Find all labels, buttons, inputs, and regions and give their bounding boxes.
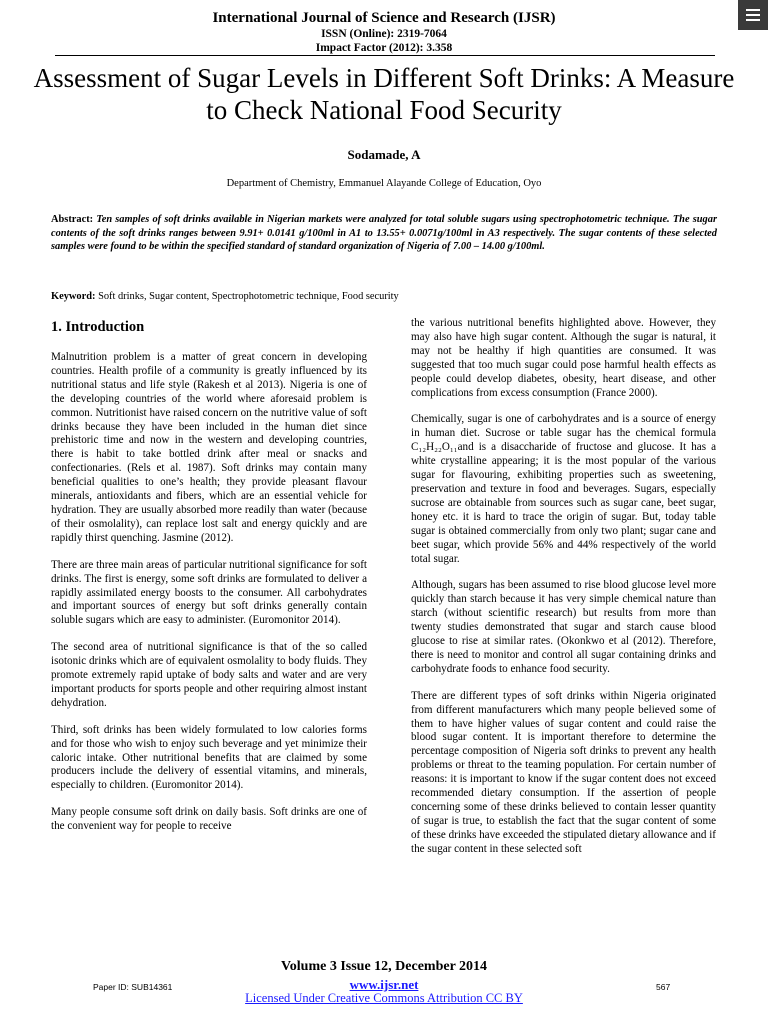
paragraph: The second area of nutritional significance is that of the so called isotonic drinks which are of equivalent osmolality to body fluids. They promote extremely rapid uptake of body salts and water and are very important products for sports people and other requiring almost instant dehydration. [51,641,367,709]
footer-url-link[interactable]: www.ijsr.net [349,977,419,992]
paragraph: Although, sugars has been assumed to rise blood glucose level more quickly than starch because it has very simple chemical nature than starch (without scientific research) but results from more than twenty studies demonstrated that sugar and starch cause blood glucose to rise at similar rates. (Okonkwo et al (2012). Therefore, there is need to monitor and control all sugar containing drinks and carbohydrate foods to enhance food security. [411,579,716,675]
keywords-text: Soft drinks, Sugar content, Spectrophotometric technique, Food security [98,291,399,302]
paragraph: the various nutritional benefits highlighted above. However, they may also have high sugar content. Although the sugar is natural, it may not be healthy if high quantities are consumed. It was suggested that too much sugar could pose harmful health effects as people could develop diabetes, obesity, heart disease, and other complications from excess consumption (France 2000). [411,317,716,399]
paper-title: Assessment of Sugar Levels in Different Soft Drinks: A Measure to Check National Food Security [33,63,735,125]
paper-id: Paper ID: SUB14361 [93,982,173,992]
section-heading-introduction: 1. Introduction [51,319,145,335]
journal-issn: ISSN (Online): 2319-7064 [321,28,447,40]
journal-impact-factor: Impact Factor (2012): 3.358 [315,42,453,54]
paragraph: Third, soft drinks has been widely formulated to low calories forms and for those who wish to enjoy such beverage and yet minimize their caloric intake. Other nutritional benefits that are claimed by some producers include the delivery of essential vitamins, and minerals, especially to children. (Euromonitor 2014). [51,723,367,792]
menu-icon[interactable] [738,0,768,30]
journal-header [0,10,768,55]
paragraph: Malnutrition problem is a matter of great concern in developing countries. Health profile of a community is greatly influenced by its nutritional status and life style (Rakesh et al 2013). Nigeria is one of the developing countries of the world where aforesaid problem is common. Nutritionist have raised concern on the nutritive value of soft drinks because they have been included in the human diet since prehistoric time and now in the western and developing countries, there is habit to take bottled drink after meal or snacks and confectionaries. (Rels et al. 1987). Soft drinks may contain many beneficial qualities to one’s health; they provide pleasant flavour minerals, antioxidants and fibers, which are an essential vehicle for hydration. They are usually absorbed more readily than water (because of their osmolality), can replace lost salt and energy quickly and are rapidly thirst quenching. Jasmine (2012). [51,351,367,544]
footer-volume: Volume 3 Issue 12, December 2014 [280,959,488,974]
journal-name: International Journal of Science and Research (IJSR) [212,10,556,26]
abstract-text: Ten samples of soft drinks available in Nigerian markets were analyzed for total soluble sugars using spectrophotometric technique. The sugar contents of the soft drinks ranges between 9.91+ 0.0141 g/100ml in A1 to 13.55+ 0.0071g/100ml in A3 respectively. The sugar contents of these selected samples were found to be within the specified standard of standard organization of Nigeria of 7.00 – 14.00 g/100ml. [51,214,717,253]
abstract-label: Abstract: [51,214,94,225]
author-affiliation: Department of Chemistry, Emmanuel Alayande College of Education, Oyo [226,178,542,189]
left-column [51,351,367,847]
author-name: Sodamade, A [347,147,421,162]
paragraph: Many people consume soft drink on daily basis. Soft drinks are one of the convenient way for people to receive [51,806,367,833]
header-rule [55,55,715,56]
keywords-label: Keyword: [51,291,96,302]
paragraph: There are different types of soft drinks within Nigeria originated from different manufacturers which many people believed some of them to have higher values of sugar content and could raise the blood sugar content. It is important therefore to determine the percentage composition of Nigeria soft drinks to prevent any health problems or threat to the teaming population. For certain number of reasons: it is important to know if the sugar content does not exceed recommended dietary consumption. If the assertion of people concerning some of these drinks believed to contain lesser quantity of sugar is true, to establish the fact that the sugar content of some of these drinks have exceeded the stipulated dietary allowance and if the sugar content in these selected soft [411,689,716,855]
paragraph: There are three main areas of particular nutritional significance for soft drinks. The first is energy, some soft drinks are formulated to deliver a rapidly assimilated energy boosts to the consumer. All carbohydrates and important sources of energy but soft drinks generally contain soluble sugars which are easy to administer. (Euromonitor 2014). [51,558,367,627]
footer-license-link[interactable]: Licensed Under Creative Commons Attribution CC BY [245,991,523,1005]
keywords [51,290,717,304]
paragraph: Chemically, sugar is one of carbohydrates and is a source of energy in human diet. Sucrose or table sugar has the chemical formula C₁₂H₂₂O₁₁and is a disaccharide of fructose and glucose. It has a white crystalline appearing; it is the most popular of the various sugar for flavouring, exhibiting properties such as sweetening, preservation and texture in food and beverages. Sugars, especially sucrose are obtainable from sources such as sugar cane, beet sugar, honey etc. it is hard to trace the origin of sugar. But, today table sugar is obtained commercially from only two plant; sugar cane and beet sugar, which provide 56% and 44% respectively of the world total sugar. [411,413,716,565]
page-number: 567 [656,982,671,992]
right-column [411,317,716,870]
abstract [51,213,717,254]
